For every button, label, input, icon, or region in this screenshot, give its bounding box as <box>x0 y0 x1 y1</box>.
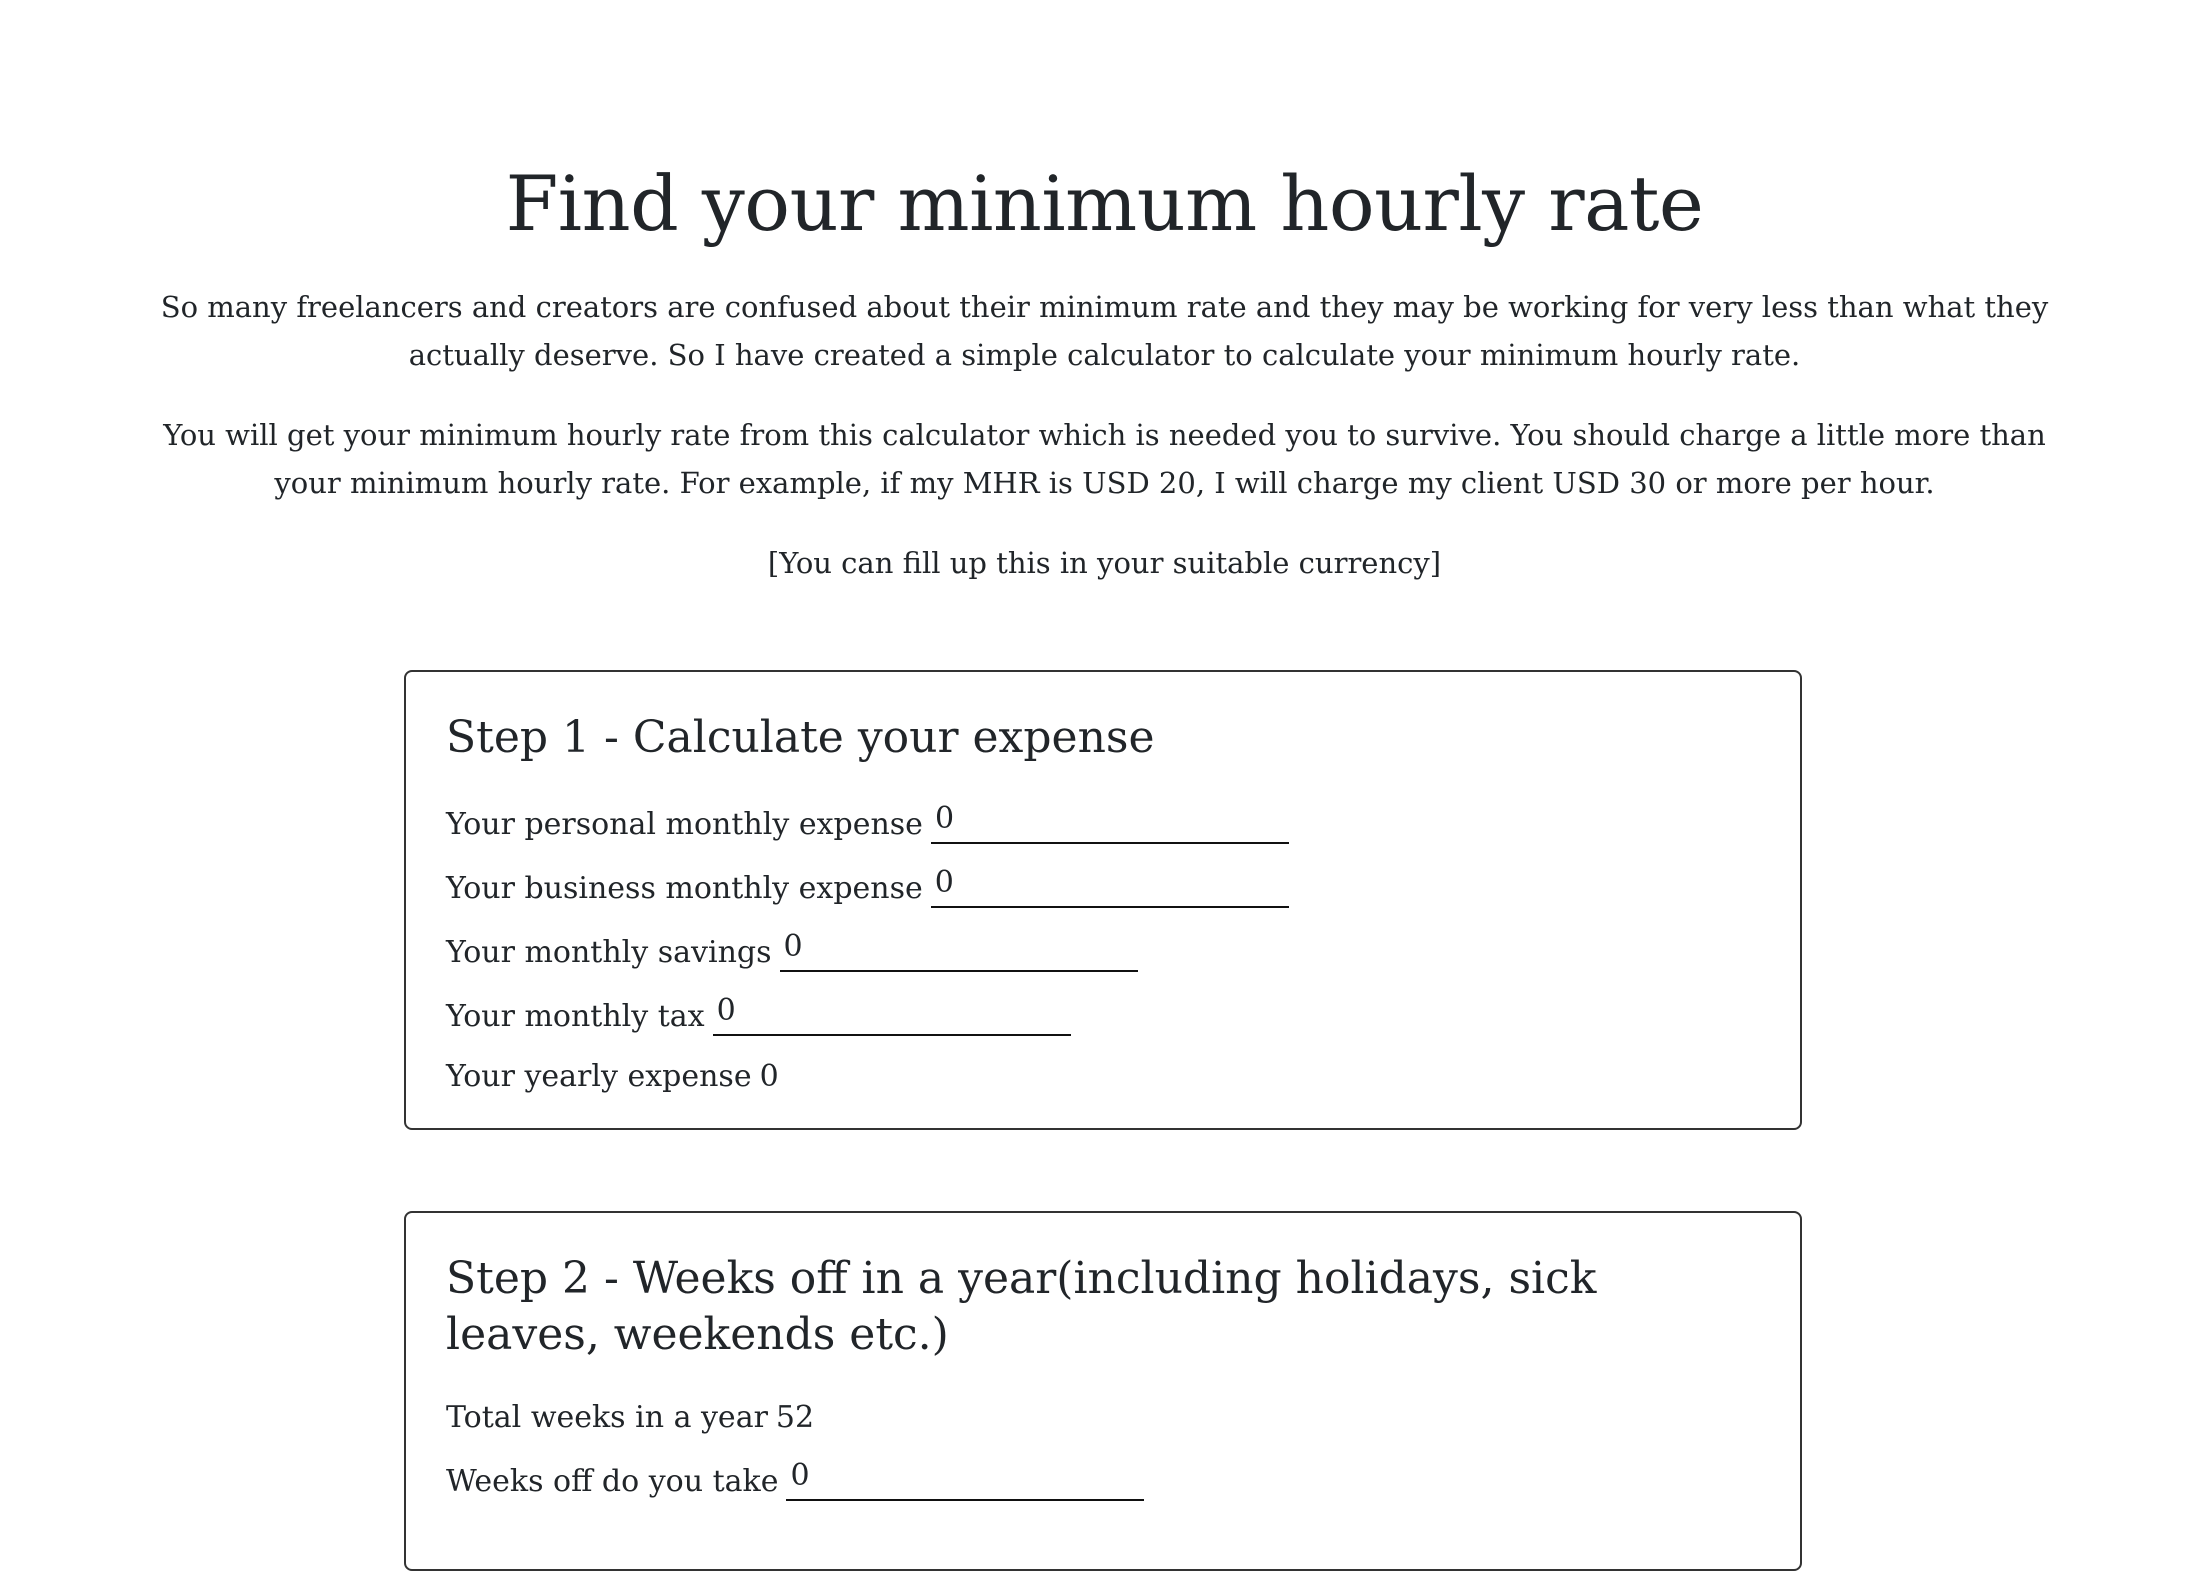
page-title: Find your minimum hourly rate <box>505 159 1704 248</box>
step2-card <box>404 1211 1802 1571</box>
step1-card <box>404 670 1802 1130</box>
monthly-savings-label: Your monthly savings <box>446 935 772 970</box>
explanation-paragraph: You will get your minimum hourly rate from this calculator which is needed you to survive. You should charge a little more than your minimum hourly rate. For example, if my MHR is USD 20, I will charge my client USD 30 or more per hour. <box>163 418 2046 501</box>
monthly-tax-row <box>446 972 1760 1036</box>
total-weeks-value: 52 <box>775 1400 815 1435</box>
step2-title: Step 2 - Weeks off in a year(including holidays, sick leaves, weekends etc.) <box>446 1253 1597 1360</box>
weeks-off-input[interactable] <box>786 1458 1144 1501</box>
intro-paragraph: So many freelancers and creators are confused about their minimum rate and they may be working for very less than what they actually deserve. So I have created a simple calculator to calculate your minimum hourly rate. <box>160 290 2049 373</box>
step1-title: Step 1 - Calculate your expense <box>446 712 1155 763</box>
yearly-expense-label: Your yearly expense <box>446 1059 752 1094</box>
total-weeks-row <box>446 1377 1760 1437</box>
monthly-tax-input[interactable] <box>713 993 1071 1036</box>
hero-section <box>150 160 2059 587</box>
business-expense-input[interactable] <box>931 865 1289 908</box>
yearly-expense-row <box>446 1036 1760 1096</box>
monthly-savings-input[interactable] <box>780 929 1138 972</box>
monthly-savings-row <box>446 908 1760 972</box>
currency-note: [You can fill up this in your suitable currency] <box>767 546 1442 581</box>
weeks-off-row <box>446 1437 1760 1501</box>
business-expense-row <box>446 844 1760 908</box>
yearly-expense-value: 0 <box>759 1059 779 1094</box>
personal-expense-input[interactable] <box>931 801 1289 844</box>
business-expense-label: Your business monthly expense <box>446 871 923 906</box>
weeks-off-label: Weeks off do you take <box>446 1464 779 1499</box>
personal-expense-row <box>446 780 1760 844</box>
personal-expense-label: Your personal monthly expense <box>446 807 923 842</box>
monthly-tax-label: Your monthly tax <box>446 999 705 1034</box>
total-weeks-label: Total weeks in a year <box>446 1400 768 1435</box>
